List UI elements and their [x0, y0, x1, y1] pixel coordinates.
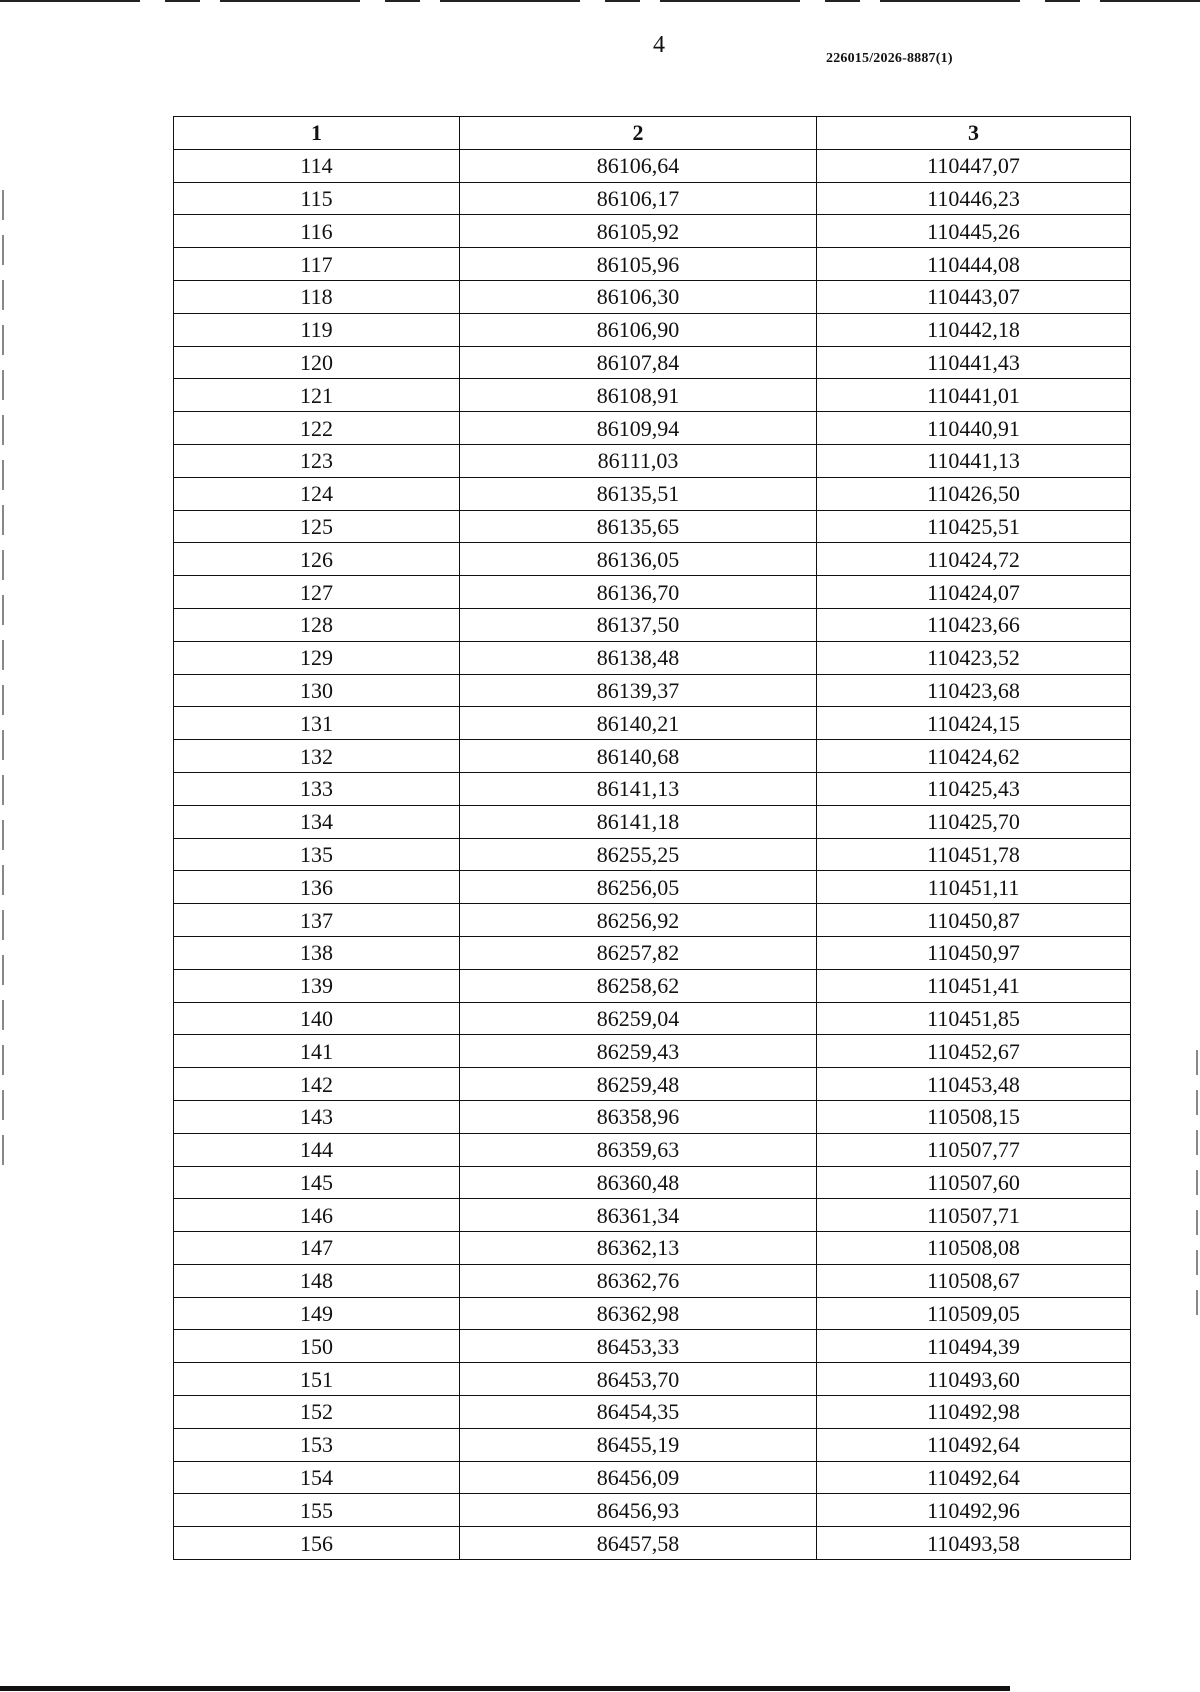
table-cell-col-3: 110450,97	[817, 936, 1131, 969]
table-cell-col-3: 110492,96	[817, 1494, 1131, 1527]
table-cell-col-2: 86362,98	[460, 1297, 817, 1330]
table-cell-col-2: 86111,03	[460, 444, 817, 477]
table-cell-col-1: 115	[174, 182, 460, 215]
table-row	[174, 740, 1131, 773]
table-cell-col-2: 86457,58	[460, 1527, 817, 1560]
table-cell-col-1: 121	[174, 379, 460, 412]
table-cell-col-3: 110442,18	[817, 313, 1131, 346]
table-cell-col-1: 137	[174, 904, 460, 937]
column-header-1: 1	[174, 117, 460, 150]
table-cell-col-3: 110441,01	[817, 379, 1131, 412]
table-cell-col-3: 110423,68	[817, 674, 1131, 707]
table-cell-col-3: 110493,60	[817, 1363, 1131, 1396]
table-cell-col-3: 110453,48	[817, 1068, 1131, 1101]
table-row	[174, 969, 1131, 1002]
table-row	[174, 477, 1131, 510]
table-cell-col-3: 110450,87	[817, 904, 1131, 937]
table-cell-col-2: 86455,19	[460, 1428, 817, 1461]
table-cell-col-3: 110507,77	[817, 1133, 1131, 1166]
table-cell-col-2: 86453,70	[460, 1363, 817, 1396]
table-row	[174, 1068, 1131, 1101]
table-cell-col-1: 118	[174, 280, 460, 313]
table-cell-col-2: 86362,13	[460, 1232, 817, 1265]
table-cell-col-2: 86106,30	[460, 280, 817, 313]
table-cell-col-3: 110423,52	[817, 641, 1131, 674]
table-cell-col-1: 123	[174, 444, 460, 477]
table-cell-col-1: 151	[174, 1363, 460, 1396]
table-cell-col-2: 86136,70	[460, 576, 817, 609]
table-cell-col-3: 110425,51	[817, 510, 1131, 543]
table-cell-col-2: 86109,94	[460, 412, 817, 445]
table-cell-col-1: 154	[174, 1461, 460, 1494]
document-reference: 226015/2026-8887(1)	[826, 51, 953, 66]
table-cell-col-3: 110446,23	[817, 182, 1131, 215]
table-row	[174, 805, 1131, 838]
left-scan-edge	[2, 190, 4, 1170]
table-cell-col-1: 145	[174, 1166, 460, 1199]
table-cell-col-2: 86105,96	[460, 248, 817, 281]
table-cell-col-3: 110507,71	[817, 1199, 1131, 1232]
table-row	[174, 1199, 1131, 1232]
table-cell-col-2: 86456,09	[460, 1461, 817, 1494]
table-cell-col-2: 86454,35	[460, 1396, 817, 1429]
table-cell-col-3: 110447,07	[817, 149, 1131, 182]
table-cell-col-2: 86135,65	[460, 510, 817, 543]
table-cell-col-3: 110424,07	[817, 576, 1131, 609]
table-cell-col-1: 141	[174, 1035, 460, 1068]
table-cell-col-1: 155	[174, 1494, 460, 1527]
table-cell-col-1: 152	[174, 1396, 460, 1429]
right-scan-edge	[1196, 1050, 1198, 1330]
bottom-scan-edge	[0, 1686, 1010, 1691]
table-cell-col-2: 86136,05	[460, 543, 817, 576]
table-cell-col-1: 156	[174, 1527, 460, 1560]
table-cell-col-2: 86137,50	[460, 608, 817, 641]
table-cell-col-2: 86107,84	[460, 346, 817, 379]
table-cell-col-2: 86106,64	[460, 149, 817, 182]
table-row	[174, 248, 1131, 281]
table-cell-col-1: 129	[174, 641, 460, 674]
table-cell-col-3: 110492,64	[817, 1461, 1131, 1494]
table-cell-col-3: 110492,98	[817, 1396, 1131, 1429]
table-cell-col-3: 110451,41	[817, 969, 1131, 1002]
table-row	[174, 1100, 1131, 1133]
table-cell-col-3: 110441,43	[817, 346, 1131, 379]
table-row	[174, 412, 1131, 445]
table-cell-col-3: 110445,26	[817, 215, 1131, 248]
table-cell-col-2: 86141,18	[460, 805, 817, 838]
table-row	[174, 1166, 1131, 1199]
table-cell-col-1: 116	[174, 215, 460, 248]
table-row	[174, 510, 1131, 543]
table-cell-col-2: 86358,96	[460, 1100, 817, 1133]
table-cell-col-2: 86259,43	[460, 1035, 817, 1068]
table-cell-col-3: 110508,67	[817, 1264, 1131, 1297]
table-cell-col-1: 136	[174, 871, 460, 904]
table-row	[174, 379, 1131, 412]
table-cell-col-1: 132	[174, 740, 460, 773]
table-cell-col-3: 110452,67	[817, 1035, 1131, 1068]
table-cell-col-1: 135	[174, 838, 460, 871]
table-cell-col-3: 110451,78	[817, 838, 1131, 871]
table-row	[174, 1297, 1131, 1330]
table-cell-col-3: 110425,43	[817, 772, 1131, 805]
table-row	[174, 1494, 1131, 1527]
table-row	[174, 576, 1131, 609]
table-cell-col-2: 86140,68	[460, 740, 817, 773]
table-cell-col-1: 122	[174, 412, 460, 445]
table-row	[174, 674, 1131, 707]
table-cell-col-2: 86258,62	[460, 969, 817, 1002]
table-row	[174, 280, 1131, 313]
table-cell-col-1: 114	[174, 149, 460, 182]
table-row	[174, 313, 1131, 346]
table-cell-col-1: 142	[174, 1068, 460, 1101]
table-cell-col-1: 144	[174, 1133, 460, 1166]
table-row	[174, 1035, 1131, 1068]
table-cell-col-2: 86106,90	[460, 313, 817, 346]
table-cell-col-3: 110425,70	[817, 805, 1131, 838]
table-row	[174, 149, 1131, 182]
table-cell-col-3: 110492,64	[817, 1428, 1131, 1461]
table-cell-col-3: 110509,05	[817, 1297, 1131, 1330]
table-cell-col-2: 86259,04	[460, 1002, 817, 1035]
table-cell-col-1: 126	[174, 543, 460, 576]
table-row	[174, 1133, 1131, 1166]
table-row	[174, 1264, 1131, 1297]
table-row	[174, 543, 1131, 576]
table-row	[174, 182, 1131, 215]
table-cell-col-1: 139	[174, 969, 460, 1002]
table-cell-col-1: 125	[174, 510, 460, 543]
table-row	[174, 346, 1131, 379]
table-cell-col-3: 110426,50	[817, 477, 1131, 510]
table-cell-col-1: 140	[174, 1002, 460, 1035]
table-cell-col-2: 86140,21	[460, 707, 817, 740]
table-row	[174, 1330, 1131, 1363]
table-row	[174, 871, 1131, 904]
top-scan-edge	[0, 0, 1200, 2]
table-cell-col-1: 128	[174, 608, 460, 641]
coordinates-table	[173, 116, 1131, 1560]
table-cell-col-3: 110507,60	[817, 1166, 1131, 1199]
column-header-2: 2	[460, 117, 817, 150]
table-cell-col-1: 124	[174, 477, 460, 510]
table-row	[174, 936, 1131, 969]
table-cell-col-2: 86106,17	[460, 182, 817, 215]
table-cell-col-3: 110424,72	[817, 543, 1131, 576]
table-row	[174, 838, 1131, 871]
table-row	[174, 904, 1131, 937]
table-cell-col-2: 86359,63	[460, 1133, 817, 1166]
table-cell-col-1: 130	[174, 674, 460, 707]
table-cell-col-3: 110424,15	[817, 707, 1131, 740]
table-row	[174, 1461, 1131, 1494]
table-row	[174, 215, 1131, 248]
table-row	[174, 608, 1131, 641]
table-cell-col-2: 86259,48	[460, 1068, 817, 1101]
table-row	[174, 1232, 1131, 1265]
table-row	[174, 641, 1131, 674]
table-cell-col-2: 86360,48	[460, 1166, 817, 1199]
table-row	[174, 707, 1131, 740]
column-header-3: 3	[817, 117, 1131, 150]
table-row	[174, 444, 1131, 477]
table-cell-col-2: 86256,92	[460, 904, 817, 937]
table-header-row	[174, 117, 1131, 150]
table-cell-col-2: 86139,37	[460, 674, 817, 707]
table-cell-col-1: 120	[174, 346, 460, 379]
table-cell-col-3: 110451,85	[817, 1002, 1131, 1035]
table-cell-col-2: 86256,05	[460, 871, 817, 904]
table-cell-col-1: 117	[174, 248, 460, 281]
table-cell-col-1: 134	[174, 805, 460, 838]
table-cell-col-2: 86257,82	[460, 936, 817, 969]
table-cell-col-2: 86105,92	[460, 215, 817, 248]
table-row	[174, 1527, 1131, 1560]
table-cell-col-1: 119	[174, 313, 460, 346]
table-row	[174, 1428, 1131, 1461]
table-cell-col-1: 127	[174, 576, 460, 609]
table-cell-col-1: 138	[174, 936, 460, 969]
table-row	[174, 1002, 1131, 1035]
table-cell-col-1: 150	[174, 1330, 460, 1363]
table-cell-col-2: 86135,51	[460, 477, 817, 510]
table-cell-col-3: 110440,91	[817, 412, 1131, 445]
table-cell-col-3: 110443,07	[817, 280, 1131, 313]
table-cell-col-2: 86141,13	[460, 772, 817, 805]
table-cell-col-1: 131	[174, 707, 460, 740]
table-cell-col-3: 110423,66	[817, 608, 1131, 641]
table-cell-col-2: 86138,48	[460, 641, 817, 674]
table-cell-col-2: 86362,76	[460, 1264, 817, 1297]
table-cell-col-1: 133	[174, 772, 460, 805]
table-cell-col-1: 143	[174, 1100, 460, 1133]
table-cell-col-3: 110444,08	[817, 248, 1131, 281]
table-cell-col-1: 146	[174, 1199, 460, 1232]
table-cell-col-1: 147	[174, 1232, 460, 1265]
table-row	[174, 1363, 1131, 1396]
table-cell-col-3: 110424,62	[817, 740, 1131, 773]
page-number: 4	[653, 32, 665, 58]
table-cell-col-1: 148	[174, 1264, 460, 1297]
table-cell-col-2: 86255,25	[460, 838, 817, 871]
table-cell-col-2: 86108,91	[460, 379, 817, 412]
table-body	[174, 149, 1131, 1559]
table-cell-col-3: 110494,39	[817, 1330, 1131, 1363]
table-cell-col-2: 86456,93	[460, 1494, 817, 1527]
table-cell-col-3: 110508,15	[817, 1100, 1131, 1133]
table-cell-col-2: 86361,34	[460, 1199, 817, 1232]
table-row	[174, 772, 1131, 805]
table-cell-col-3: 110508,08	[817, 1232, 1131, 1265]
table-cell-col-1: 149	[174, 1297, 460, 1330]
table-cell-col-3: 110493,58	[817, 1527, 1131, 1560]
table-cell-col-1: 153	[174, 1428, 460, 1461]
table-cell-col-2: 86453,33	[460, 1330, 817, 1363]
table-row	[174, 1396, 1131, 1429]
table-cell-col-3: 110441,13	[817, 444, 1131, 477]
table-cell-col-3: 110451,11	[817, 871, 1131, 904]
